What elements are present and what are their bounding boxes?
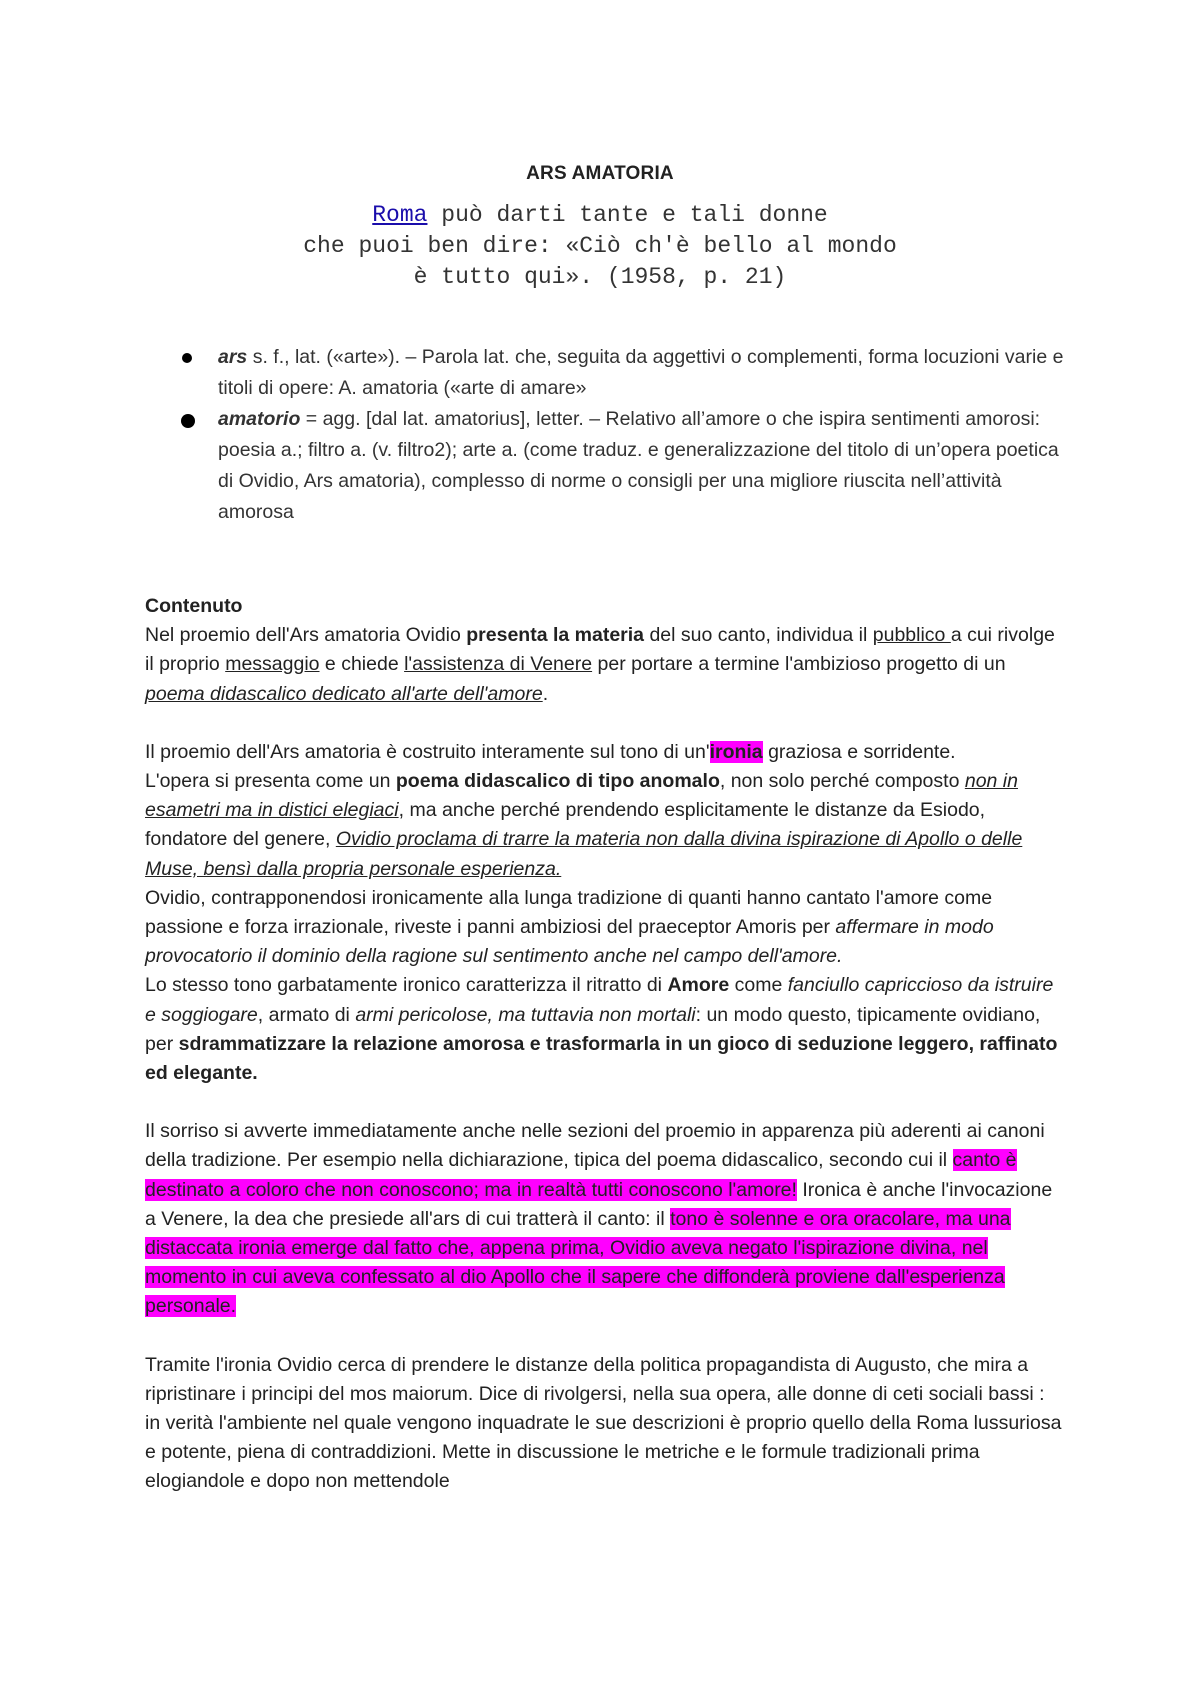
- definition-term: amatorio: [218, 408, 301, 430]
- text-run: può darti tante e tali donne: [427, 202, 828, 228]
- text-run: , non solo perché composto: [719, 770, 965, 793]
- text-run: Il proemio dell'Ars amatoria è costruito interamente sul tono di un': [145, 740, 710, 763]
- text-run: affermare in modo provocatorio il dominio della ragione sul sentimento anche nel campo dell'amore.: [145, 916, 994, 968]
- text-run: Ovidio, contrapponendosi ironicamente alla lunga tradizione di quanti hanno cantato l'amore come passione e forza irrazionale, riveste i panni ambiziosi del praeceptor Amoris per: [145, 886, 993, 939]
- text-run: sdrammatizzare la relazione amorosa e trasformarla in un gioco di seduzione leggero, raffinato ed elegante.: [145, 1032, 1058, 1085]
- text-run: Il sorriso si avverte immediatamente anche nelle sezioni del proemio in apparenza più aderenti ai canoni della tradizione. Per esempio nella dichiarazione, tipica del poema didascalico, secondo cui il: [145, 1120, 1045, 1172]
- section-heading: Contenuto: [145, 595, 243, 617]
- text-run: non in esametri ma in distici elegiaci: [145, 770, 1018, 822]
- text-run: e chiede: [319, 653, 405, 676]
- text-run: del suo canto, individua il: [644, 624, 873, 647]
- text-run: , ma anche perché prendendo esplicitamente le distanze da Esiodo, fondatore del genere,: [145, 799, 986, 851]
- verse-line-2: che puoi ben dire: «Ciò ch'è bello al mondo: [303, 233, 897, 259]
- bullet-icon: [182, 353, 192, 363]
- definitions-list: [170, 342, 1070, 528]
- highlight: ironia: [709, 740, 763, 763]
- text-run: Nel proemio dell'Ars amatoria Ovidio: [145, 624, 467, 647]
- bullet-icon: [181, 414, 195, 428]
- text-run: pubblico: [872, 624, 951, 647]
- definition-term: ars: [218, 346, 248, 368]
- text-run: poema didascalico dedicato all'arte dell'amore: [145, 682, 543, 705]
- text-run: poema didascalico di tipo anomalo: [395, 770, 720, 793]
- text-run: per portare a termine l'ambizioso progetto di un: [592, 653, 1006, 676]
- text-run: .: [542, 682, 549, 705]
- roma-link[interactable]: Roma: [372, 202, 428, 228]
- text-run: presenta la materia: [466, 624, 645, 647]
- text-run: graziosa e sorridente.: [762, 740, 956, 763]
- document-body: [145, 592, 1065, 1526]
- paragraph-2: [145, 738, 1065, 1088]
- text-run: , armato di: [257, 1003, 356, 1026]
- verse-line-3: è tutto qui». (1958, p. 21): [413, 264, 787, 290]
- definition-amatorio: [170, 404, 1070, 528]
- text-run: come: [729, 974, 788, 997]
- text-run: : un modo questo, tipicamente ovidiano, per: [145, 1003, 1041, 1055]
- text-run: Amore: [667, 974, 730, 997]
- highlight: tono è solenne e ora oracolare, ma una distaccata ironia emerge dal fatto che, appena prima, Ovidio aveva negato l'ispirazione divina, nel momento in cui aveva confessato al dio Apollo che il sapere che diffonderà proviene dall'esperienza personale.: [145, 1207, 1011, 1318]
- definition-text: s. f., lat. («arte»). – Parola lat. che, seguita da aggettivi o complementi, forma locuzioni varie e titoli di opere: A. amatoria («arte di amare»: [218, 346, 1064, 399]
- highlight: canto è destinato a coloro che non conoscono; ma in realtà tutti conoscono l'amore!: [145, 1149, 1017, 1201]
- verse-quote: [0, 200, 1200, 293]
- paragraph-3: [145, 1117, 1065, 1321]
- text-run: l'assistenza di Venere: [404, 653, 593, 676]
- text-run: Ovidio proclama di trarre la materia non dalla divina ispirazione di Apollo o delle Muse, bensì dalla propria personale esperienza.: [145, 828, 1023, 880]
- text-run: armi pericolose, ma tuttavia non mortali: [355, 1003, 696, 1026]
- verse-line-1: [0, 200, 1200, 231]
- text-run: fanciullo capriccioso da istruire e soggiogare: [145, 974, 1054, 1026]
- text-run: Lo stesso tono garbatamente ironico caratterizza il ritratto di: [145, 974, 668, 997]
- text-run: L'opera si presenta come un: [145, 770, 396, 793]
- paragraph-1: [145, 621, 1065, 709]
- paragraph-4: Tramite l'ironia Ovidio cerca di prendere le distanze della politica propagandista di Augusto, che mira a ripristinare i principi del mos maiorum. Dice di rivolgersi, nella sua opera, alle donne di ceti sociali bassi : in verità l'ambiente nel quale vengono inquadrate le sue descrizioni è proprio quello della Roma lussuriosa e potente, piena di contraddizioni. Mette in discussione le metriche e le formule tradizionali prima elogiandole e dopo non mettendole: [145, 1353, 1062, 1493]
- definition-text: = agg. [dal lat. amatorius], letter. – Relativo all’amore o che ispira sentimenti amorosi: poesia a.; filtro a. (v. filtro2); arte a. (come traduz. e generalizzazione del titolo di un’opera poetica di Ovidio, Ars amatoria), complesso di norme o consigli per una migliore riuscita nell’attività amorosa: [218, 408, 1059, 523]
- text-run: Ironica è anche l'invocazione a Venere, la dea che presiede all'ars di cui tratterà il canto: il: [145, 1178, 1053, 1230]
- text-run: a cui rivolge il proprio: [145, 624, 1055, 676]
- document-title: ARS AMATORIA: [526, 163, 674, 184]
- definition-ars: [170, 342, 1070, 404]
- text-run: messaggio: [225, 653, 320, 676]
